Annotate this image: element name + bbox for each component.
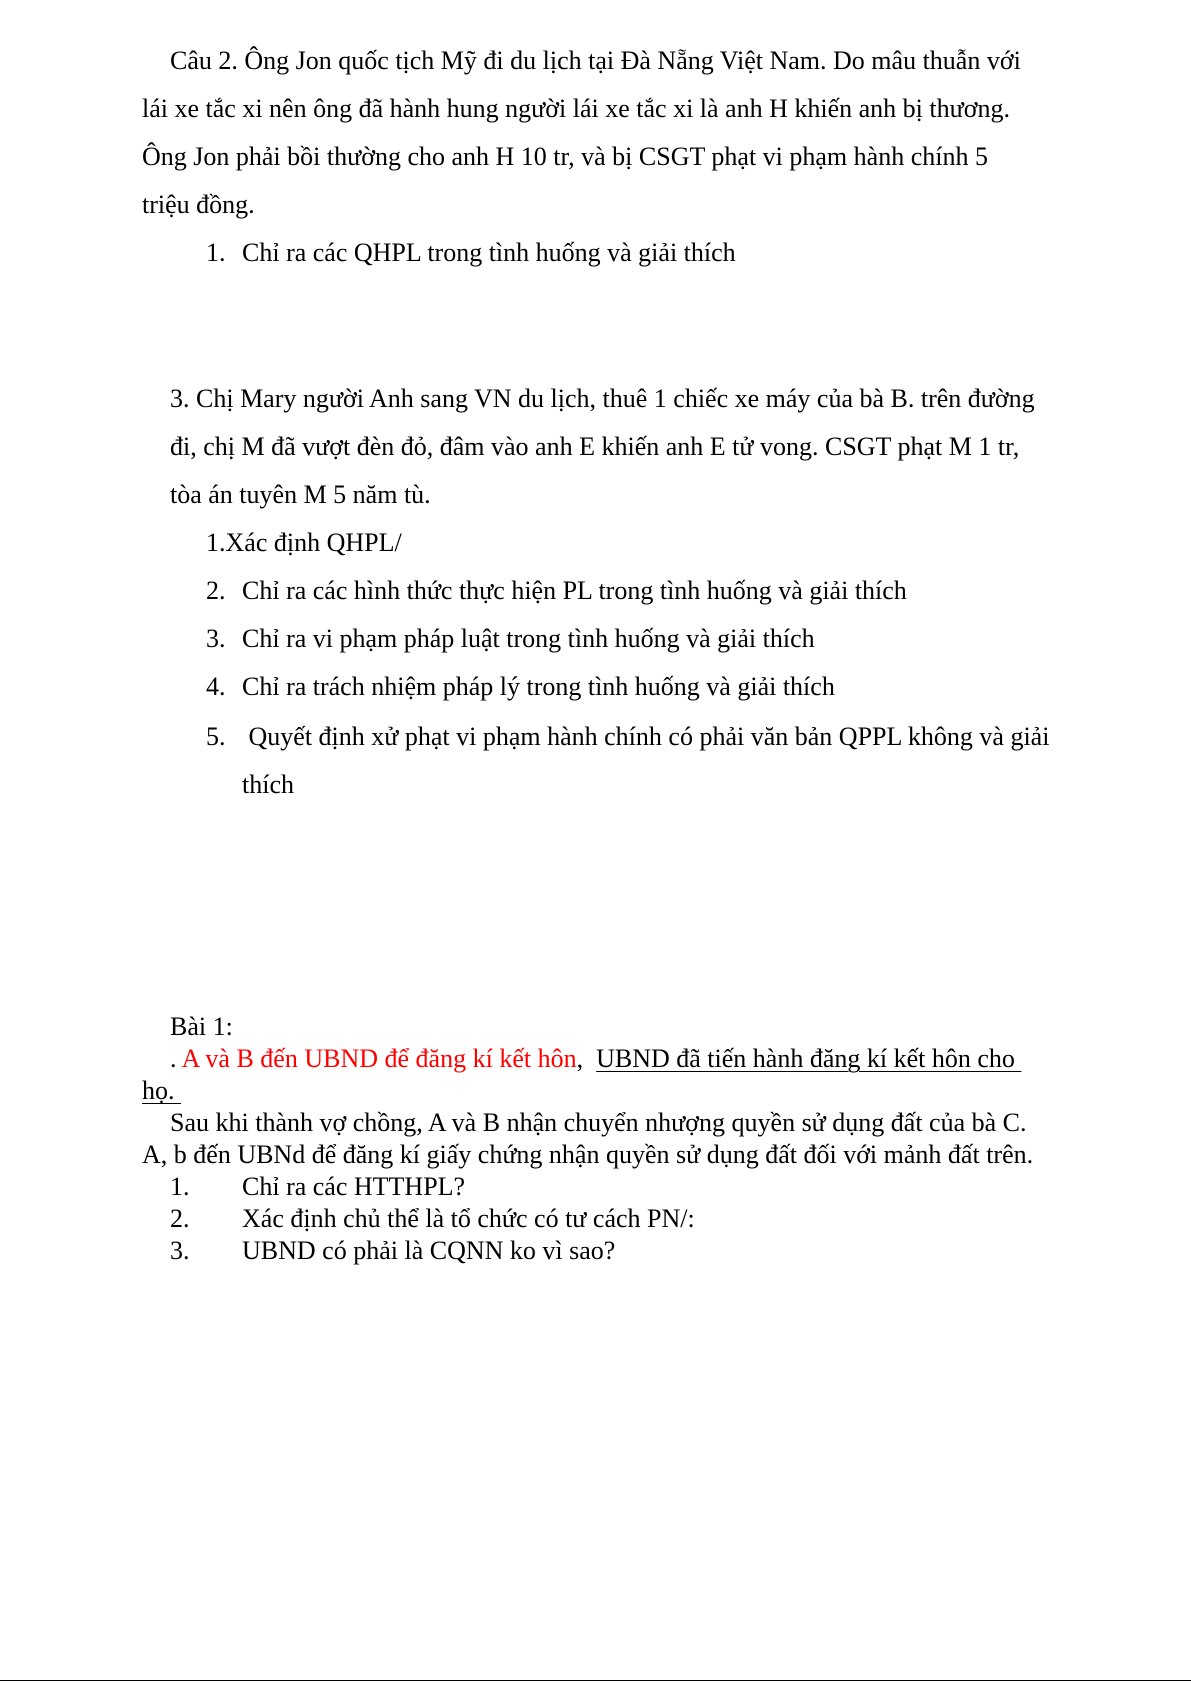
list-number: 2. (206, 576, 226, 605)
list-text: Chỉ ra các hình thức thực hiện PL trong tình huống và giải thích (242, 576, 907, 605)
bai1-red-text: A và B đến UBND để đăng kí kết hôn (181, 1044, 577, 1073)
list-text: Chỉ ra vi phạm pháp luật trong tình huống và giải thích (242, 624, 815, 653)
list-number: 4. (206, 672, 226, 701)
list-number: 2. (170, 1204, 190, 1233)
list-text: Quyết định xử phạt vi phạm hành chính có phải văn bản QPPL không và giải (242, 722, 1050, 751)
bai1-lead: . (170, 1044, 182, 1073)
cau3-question-5-continuation: thích (242, 770, 294, 799)
list-text: Xác định chủ thể là tổ chức có tư cách PN/: (242, 1204, 695, 1233)
cau2-line-3: Ông Jon phải bồi thường cho anh H 10 tr, và bị CSGT phạt vi phạm hành chính 5 (142, 142, 988, 171)
list-number: 1. (170, 1172, 190, 1201)
list-number: 3. (170, 1236, 190, 1265)
bai1-paragraph-1 (170, 1044, 1021, 1074)
bai1-separator: , (576, 1044, 597, 1073)
list-number: 1. (206, 238, 226, 267)
list-text: Chỉ ra các HTTHPL? (242, 1172, 466, 1201)
bai1-paragraph-2-line-1: Sau khi thành vợ chồng, A và B nhận chuyển nhượng quyền sử dụng đất của bà C. (170, 1108, 1027, 1137)
cau3-line-3: tòa án tuyên M 5 năm tù. (170, 480, 431, 509)
cau3-line-1: 3. Chị Mary người Anh sang VN du lịch, thuê 1 chiếc xe máy của bà B. trên đường (170, 384, 1035, 413)
list-text: UBND có phải là CQNN ko vì sao? (242, 1236, 616, 1265)
cau2-line-2: lái xe tắc xi nên ông đã hành hung người lái xe tắc xi là anh H khiến anh bị thương. (142, 94, 1010, 123)
bai1-title: Bài 1: (170, 1012, 233, 1041)
cau2-line-1: Câu 2. Ông Jon quốc tịch Mỹ đi du lịch tại Đà Nẵng Việt Nam. Do mâu thuẫn với (170, 46, 1021, 75)
bai1-paragraph-1-continuation: họ. (142, 1076, 181, 1105)
cau2-line-4: triệu đồng. (142, 190, 255, 219)
list-text: Chỉ ra trách nhiệm pháp lý trong tình huống và giải thích (242, 672, 835, 701)
list-number: 5. (206, 722, 226, 751)
page-bottom-rule (0, 1680, 1191, 1681)
bai1-paragraph-2-line-2: A, b đến UBNd để đăng kí giấy chứng nhận quyền sử dụng đất đối với mảnh đất trên. (142, 1140, 1034, 1169)
cau3-line-2: đi, chị M đã vượt đèn đỏ, đâm vào anh E khiến anh E tử vong. CSGT phạt M 1 tr, (170, 432, 1020, 461)
list-text: Chỉ ra các QHPL trong tình huống và giải thích (242, 238, 736, 267)
cau3-question-1: 1.Xác định QHPL/ (206, 528, 402, 557)
list-number: 3. (206, 624, 226, 653)
bai1-underlined-text: UBND đã tiến hành đăng kí kết hôn cho (596, 1044, 1022, 1073)
